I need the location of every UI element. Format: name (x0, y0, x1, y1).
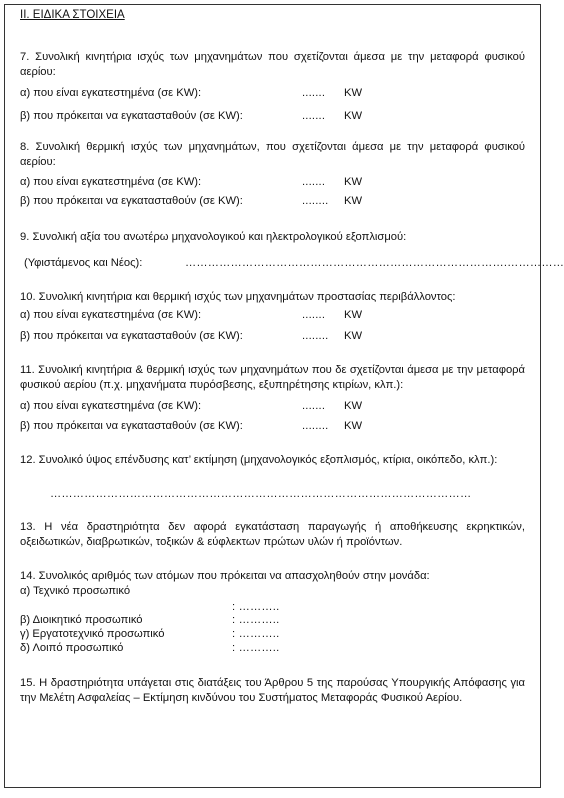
question-13: 13. Η νέα δραστηριότητα δεν αφορά εγκατάσταση παραγωγής ή αποθήκευσης εκρηκτικών, οξειδωτικών, διαβρωτικών, τοξικών & εύφλεκτων πρώτων υλών ή προϊόντων. (20, 521, 525, 548)
q10-installed-field[interactable]: ....... (302, 309, 326, 321)
q10-planned-unit: KW (344, 330, 363, 342)
q11-planned-label: β) που πρόκειται να εγκατασταθούν (σε KW): (20, 420, 243, 432)
q11-planned-field[interactable]: ........ (302, 420, 329, 432)
q7-planned-label: β) που πρόκειται να εγκατασταθούν (σε KW): (20, 110, 243, 122)
q8-installed-label: α) που είναι εγκατεστημένα (σε KW): (20, 176, 202, 188)
q8-planned-unit: KW (344, 195, 363, 207)
q9-value-field[interactable]: ………………………………………………………………………….…………… (185, 257, 564, 269)
question-7: 7. Συνολική κινητήρια ισχύς των μηχανημάτων που σχετίζονται άμεσα με την μεταφορά φυσικού αερίου: (20, 51, 525, 78)
q11-installed-unit: KW (344, 400, 363, 412)
q12-investment-field[interactable]: ………………………………………………………………………………………………… (50, 488, 472, 500)
section-heading: II. ΕΙΔΙΚΑ ΣΤΟΙΧΕΙΑ (20, 9, 125, 21)
question-12: 12. Συνολικό ύψος επένδυσης κατ’ εκτίμηση (μηχανολογικός εξοπλισμός, κτίρια, οικόπεδο, κλπ.): (20, 454, 498, 466)
q14-other-field[interactable]: : ……….. (232, 642, 280, 654)
q7-installed-field[interactable]: ....... (302, 87, 326, 99)
q9-value-label: (Υφιστάμενος και Νέος): (24, 257, 143, 269)
q7-installed-unit: KW (344, 87, 363, 99)
q14-administrative-label: β) Διοικητικό προσωπικό (20, 614, 143, 626)
question-10: 10. Συνολική κινητήρια και θερμική ισχύς των μηχανημάτων προστασίας περιβάλλοντος: (20, 291, 456, 303)
q8-planned-field[interactable]: ........ (302, 195, 329, 207)
q7-planned-unit: KW (344, 110, 363, 122)
q7-installed-label: α) που είναι εγκατεστημένα (σε KW): (20, 87, 202, 99)
q10-installed-unit: KW (344, 309, 363, 321)
q11-planned-unit: KW (344, 420, 363, 432)
question-14: 14. Συνολικός αριθμός των ατόμων που πρόκειται να απασχοληθούν στην μονάδα: (20, 570, 430, 582)
q11-installed-label: α) που είναι εγκατεστημένα (σε KW): (20, 400, 202, 412)
question-11: 11. Συνολική κινητήρια & θερμική ισχύς των μηχανημάτων που δε σχετίζονται άμεσα με την μεταφορά φυσικού αερίου (π.χ. μηχανήματα πυρόσβεσης, εξυπηρέτησης κτιρίων, κλπ.): (20, 364, 525, 391)
q8-installed-field[interactable]: ....... (302, 176, 326, 188)
q10-installed-label: α) που είναι εγκατεστημένα (σε KW): (20, 309, 202, 321)
q14-technical-field[interactable]: : ……….. (232, 601, 280, 613)
q7-planned-field[interactable]: ....... (302, 110, 326, 122)
q10-planned-label: β) που πρόκειται να εγκατασταθούν (σε KW): (20, 330, 243, 342)
q14-technical-label: α) Τεχνικό προσωπικό (20, 585, 131, 597)
q8-installed-unit: KW (344, 176, 363, 188)
q11-installed-field[interactable]: ....... (302, 400, 326, 412)
q10-planned-field[interactable]: ........ (302, 330, 329, 342)
q14-administrative-field[interactable]: : ……….. (232, 614, 280, 626)
question-8: 8. Συνολική θερμική ισχύς των μηχανημάτων, που σχετίζονται άμεσα με την μεταφορά φυσικού αερίου: (20, 141, 525, 168)
q14-labor-label: γ) Εργατοτεχνικό προσωπικό (20, 628, 165, 640)
q14-other-label: δ) Λοιπό προσωπικό (20, 642, 124, 654)
q8-planned-label: β) που πρόκειται να εγκατασταθούν (σε KW): (20, 195, 243, 207)
q14-labor-field[interactable]: : ……….. (232, 628, 280, 640)
question-9: 9. Συνολική αξία του ανωτέρω μηχανολογικού και ηλεκτρολογικού εξοπλισμού: (20, 231, 407, 243)
question-15: 15. Η δραστηριότητα υπάγεται στις διατάξεις του Άρθρου 5 της παρούσας Υπουργικής Απόφασης για την Μελέτη Ασφαλείας – Εκτίμηση κινδύνου του Συστήματος Μεταφοράς Φυσικού Αερίου. (20, 677, 525, 704)
